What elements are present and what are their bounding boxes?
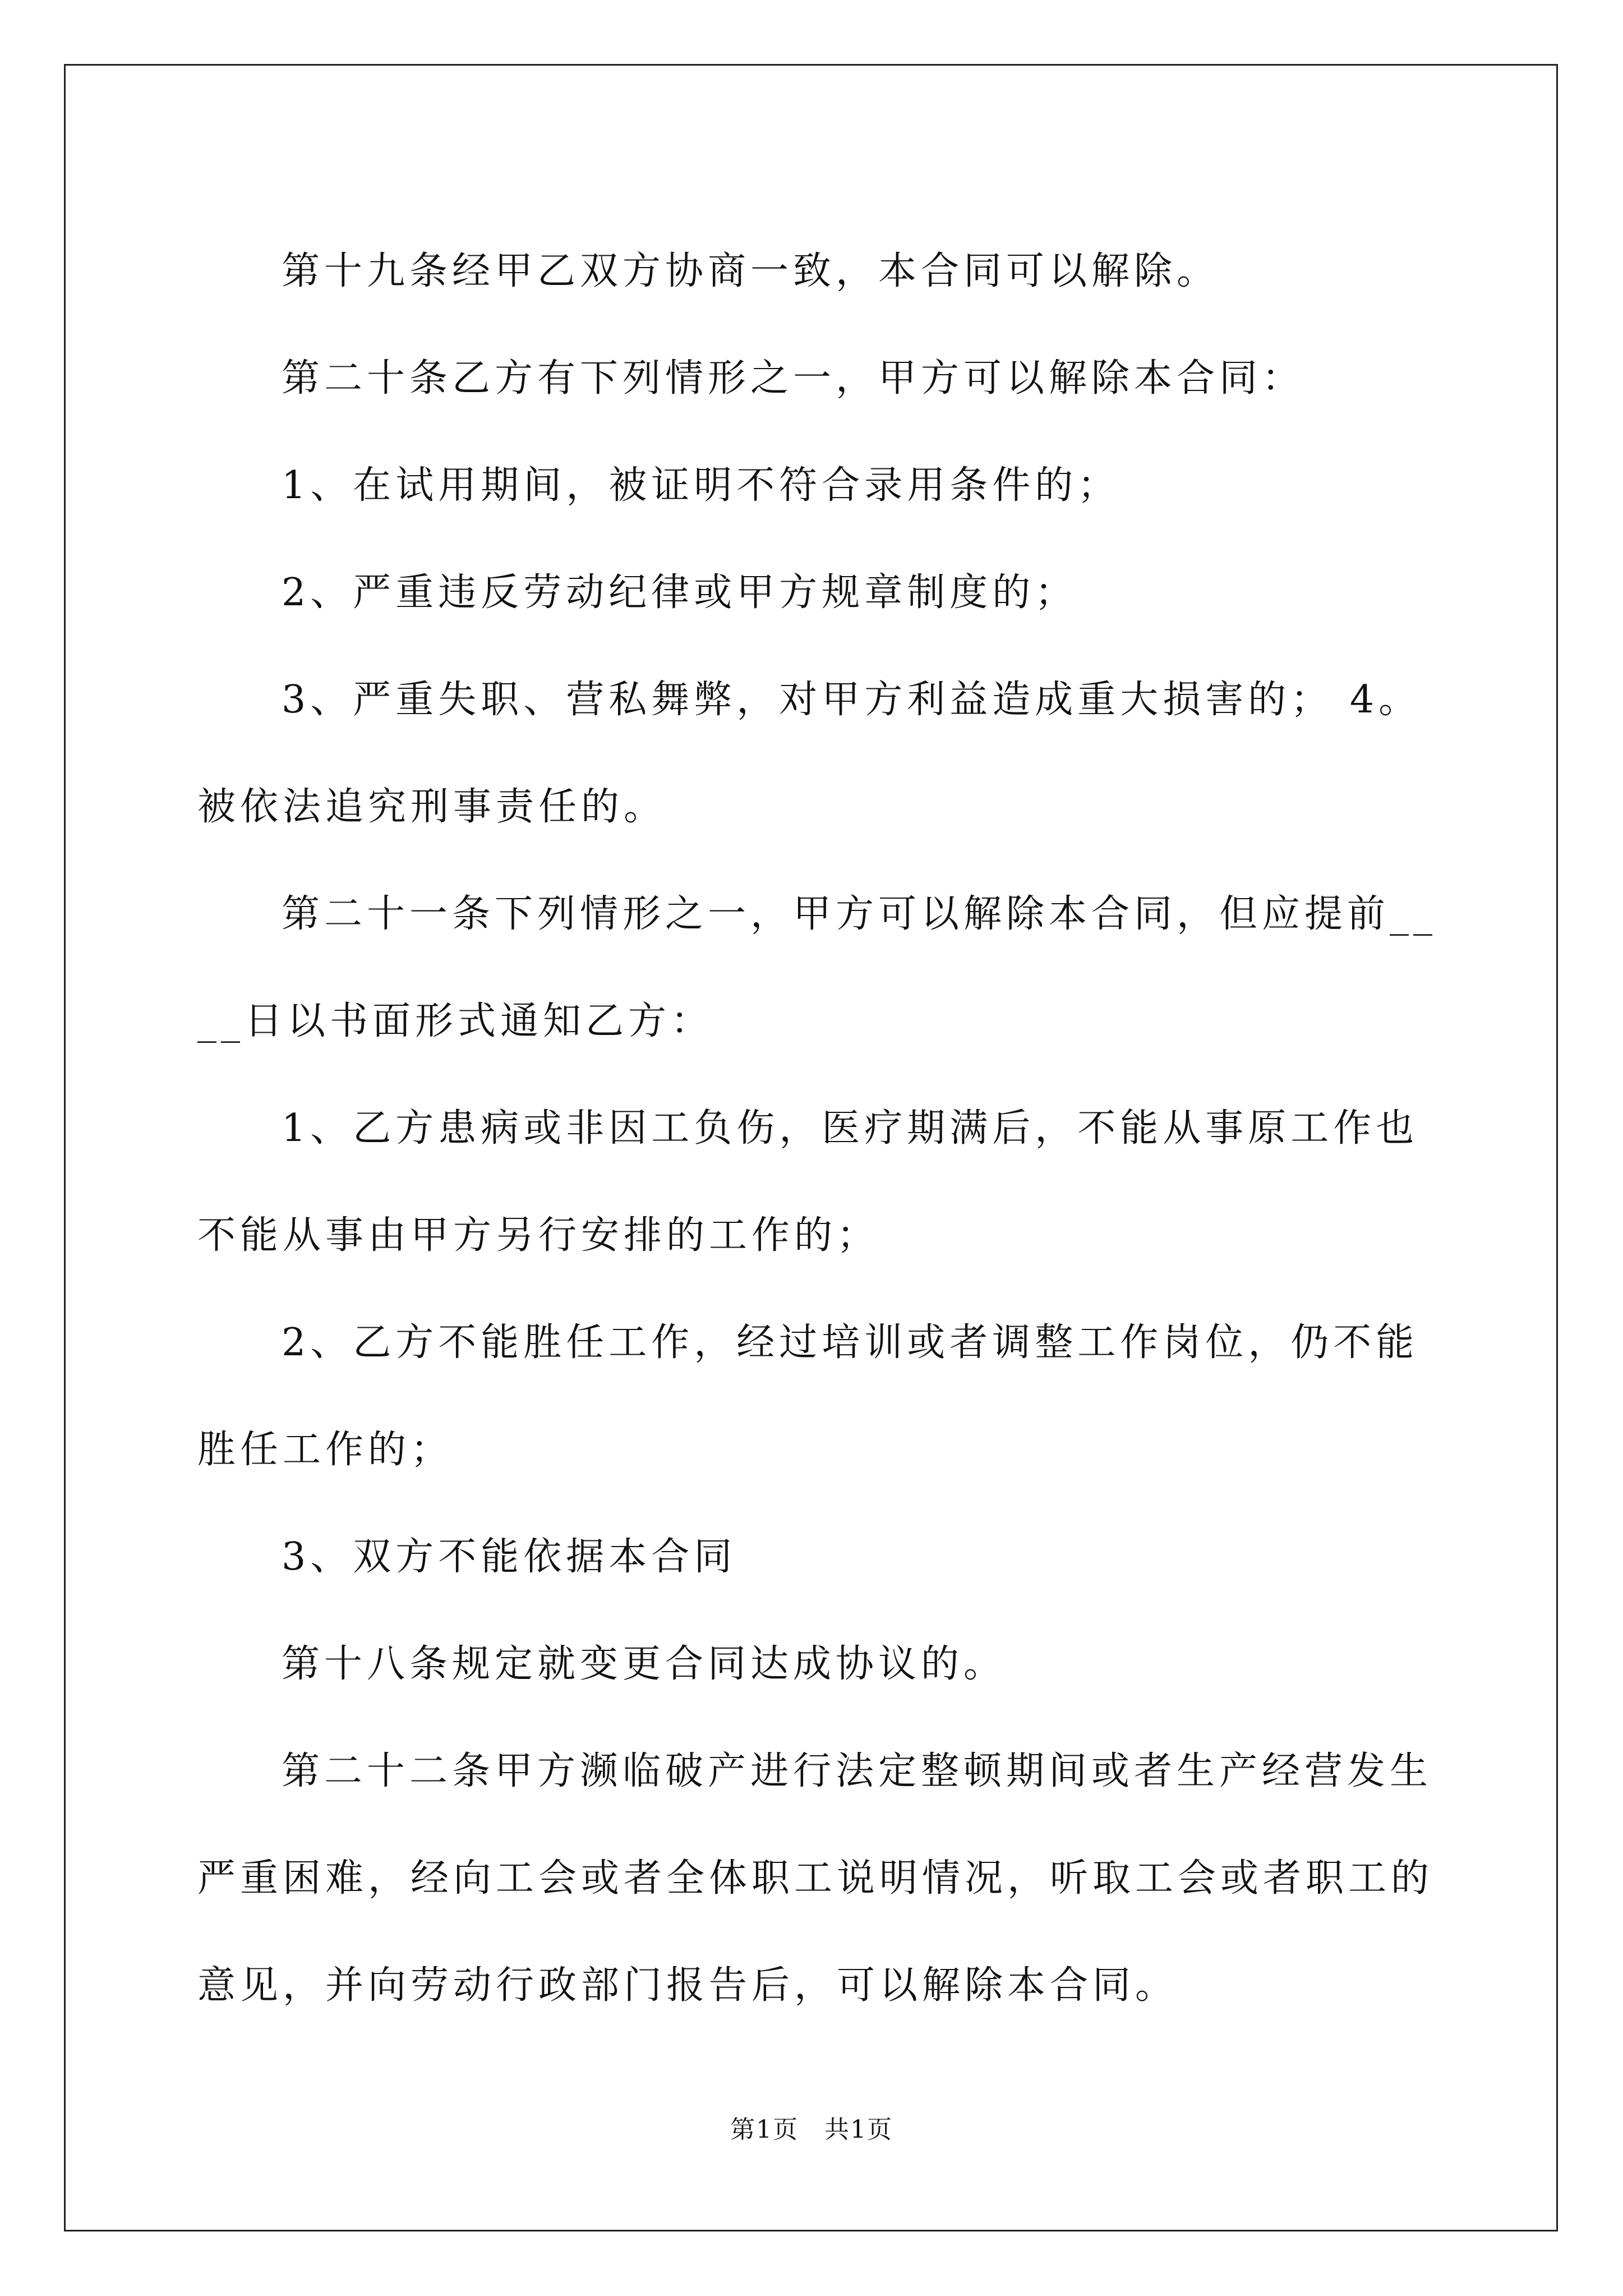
paragraph-article-21-item-2: 2、乙方不能胜任工作，经过培训或者调整工作岗位，仍不能胜任工作的； <box>197 1320 1419 1472</box>
paragraph-article-20-item-2: 2、严重违反劳动纪律或甲方规章制度的； <box>282 570 1078 615</box>
document-body <box>197 218 1448 2039</box>
paragraph-article-20-item-3: 3、严重失职、营私舞弊，对甲方利益造成重大损害的； 4。被依法追究刑事责任的。 <box>197 678 1422 829</box>
paragraph-article-21-item-3-cont: 第十八条规定就变更合同达成协议的。 <box>282 1642 1007 1686</box>
paragraph-article-21: 第二十一条下列情形之一，甲方可以解除本合同，但应提前____日以书面形式通知乙方： <box>197 892 1437 1043</box>
paragraph-article-22: 第二十二条甲方濒临破产进行法定整顿期间或者生产经营发生严重困难，经向工会或者全体职工说明情况，听取工会或者职工的意见，并向劳动行政部门报告后，可以解除本合同。 <box>197 1749 1434 2008</box>
paragraph-article-19: 第十九条经甲乙双方协商一致，本合同可以解除。 <box>282 249 1220 293</box>
paragraph-article-21-item-3: 3、双方不能依据本合同 <box>282 1535 737 1579</box>
paragraph-article-21-item-1: 1、乙方患病或非因工负伤，医疗期满后，不能从事原工作也不能从事由甲方另行安排的工作的； <box>197 1106 1419 1258</box>
paragraph-article-20-item-1: 1、在试用期间，被证明不符合录用条件的； <box>282 463 1121 508</box>
page-footer: 第1页 共1页 <box>730 2115 893 2144</box>
paragraph-article-20: 第二十条乙方有下列情形之一，甲方可以解除本合同： <box>282 356 1305 401</box>
